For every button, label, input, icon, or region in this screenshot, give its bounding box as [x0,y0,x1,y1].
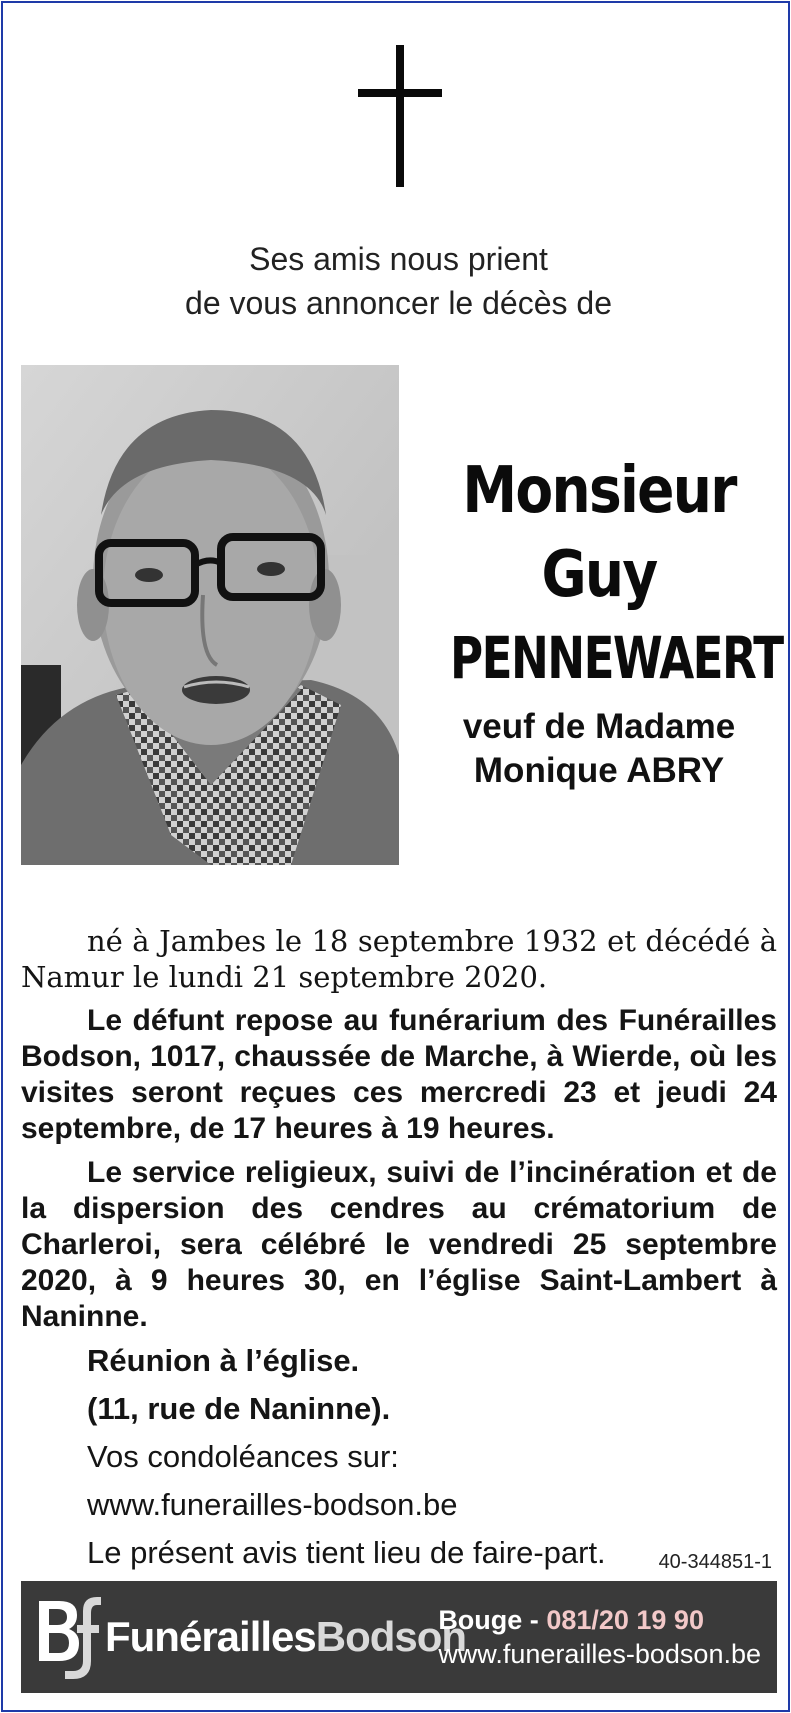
portrait-illustration [21,365,399,865]
widow-line-1: veuf de Madame [462,707,736,746]
footer-website[interactable]: www.funerailles-bodson.be [438,1639,761,1669]
brand-name-part-2: Bodson [315,1613,467,1660]
portrait-photo [21,365,399,865]
cross-icon [358,45,442,187]
funerarium-paragraph: Le défunt repose au funérarium des Funérailles Bodson, 1017, chaussée de Marche, à Wierde, où les visites seront reçues ces mercredi 23 et jeudi 24 septembre, de 17 heures à 19 heures. [21,1004,777,1145]
contact-info [438,1603,761,1671]
notice-statement: Le présent avis tient lieu de faire-part. [87,1535,606,1570]
condolences-line: Vos condoléances sur: [87,1439,399,1474]
brand-name [105,1607,466,1667]
brand-name-part-1: Funérailles [105,1613,316,1660]
intro-line-1: Ses amis nous prient [249,241,548,277]
notice-frame [1,1,790,1712]
funeral-home-banner [21,1581,777,1693]
intro-line-2: de vous annoncer le décès de [185,285,612,321]
deceased-first-name: Guy [541,538,657,612]
meeting-line: Réunion à l’église. [87,1343,360,1378]
widow-of [408,705,790,793]
reference-number: 40-344851-1 [658,1551,772,1573]
location-label: Bouge - [438,1605,547,1635]
bodson-logo-icon [35,1591,105,1683]
address-line: (11, rue de Naninne). [87,1391,391,1426]
widow-line-2: Monique ABRY [473,751,725,790]
condolences-url[interactable]: www.funerailles-bodson.be [87,1487,458,1522]
deceased-name [408,449,790,699]
deceased-title: Monsieur [462,454,736,528]
intro-text [3,237,791,325]
service-paragraph: Le service religieux, suivi de l’incinération et de la dispersion des cendres au crématorium de Charleroi, sera célébré le vendredi 25 septembre 2020, à 9 heures 30, en l’église Saint-Lambert à Naninne. [21,1156,777,1333]
deceased-last-name: PENNEWAERT [450,624,783,692]
notice-body [21,923,777,1583]
phone-number[interactable]: 081/20 19 90 [546,1605,704,1635]
birth-death-paragraph: né à Jambes le 18 septembre 1932 et décédé à Namur le lundi 21 septembre 2020. [21,924,777,994]
